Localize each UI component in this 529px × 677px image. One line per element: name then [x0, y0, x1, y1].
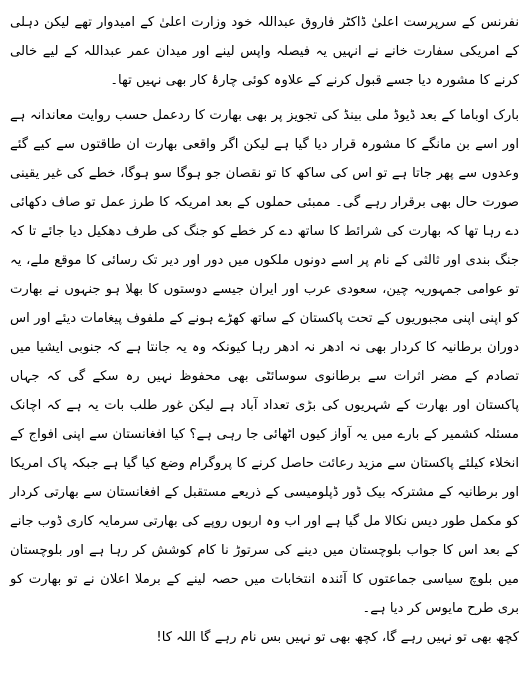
article-paragraph-1: نفرنس کے سرپرست اعلیٰ ڈاکٹر فاروق عبداللہ خود وزارت اعلیٰ کے امیدوار تھے لیکن دہلی کے امریکی سفارت خانے نے انہیں یہ فیصلہ واپس لینے اور میدان عمر عبداللہ کے لیے خالی کرنے کا مشورہ دیا جسے قبول کرنے کے علاوہ کوئی چارۂ کار بھی نہیں تھا۔: [10, 15, 519, 88]
article-paragraph-2: بارک اوباما کے بعد ڈیوڈ ملی بینڈ کی تجویز پر بھی بھارت کا ردعمل حسب روایت معاندانہ ہے اور اسے بن مانگے کا مشورہ قرار دیا گیا ہے لیکن اگر واقعی بھارت ان طاقتوں سے کیے گئے وعدوں سے پھر جاتا ہے تو اس کی ساکھ کا تو نقصان جو ہوگا سو ہوگا، خطے کی غیر یقینی صورت حال بھی برقرار رہے گی۔ ممبئی حملوں کے بعد امریکہ کا طرز عمل تو صاف دکھائی دے رہا تھا کہ بھارت کی شرائط کا ساتھ دے کر خطے کو جنگ کی طرف دھکیل دیا جائے تا کہ جنگ بندی اور ثالثی کے نام پر اسے دونوں ملکوں میں دور اور دیر تک رسائی کا موقع ملے، یہ تو عوامی جمہوریہ چین، سعودی عرب اور ایران جیسے دوستوں کا بھلا ہو جنہوں نے بھارت کو اپنی اپنی مجبوریوں کے تحت پاکستان کے ساتھ کھڑے ہونے کے ملفوف پیغامات دیئے اور اس دوران برطانیہ کا کردار بھی نہ ادھر نہ ادھر رہا کیونکہ وہ یہ جانتا ہے کہ جنوبی ایشیا میں تصادم کے مضر اثرات سے برطانوی سوسائٹی بھی محفوظ نہیں رہ سکے گی کہ جہاں پاکستان اور بھارت کے شہریوں کی بڑی تعداد آباد ہے لیکن غور طلب بات یہ ہے کہ اچانک مسئلہ کشمیر کے بارے میں یہ آواز کیوں اٹھائی جا رہی ہے؟ کیا افغانستان سے اپنی افواج کے انخلاء کیلئے پاکستان سے مزید رعائت حاصل کرنے کا پروگرام وضع کیا گیا ہے جبکہ پاک امریکا اور برطانیہ کے مشترکہ بیک ڈور ڈپلومیسی کے ذریعے مستقبل کے افغانستان سے بھارتی کردار کو مکمل طور دیس نکالا مل گیا ہے اور اب وہ اربوں روپے کی بھارتی سرمایہ کاری ڈوب جانے کے بعد اس کا جواب بلوچستان میں دینے کی سرتوڑ نا کام کوشش کر رہا ہے اور بلوچستان میں بلوچ سیاسی جماعتوں کا آئندہ انتخابات میں حصہ لینے کے برملا اعلان نے تو بھارت کو بری طرح مایوس کر دیا ہے۔: [10, 108, 519, 616]
article-closing-line: کچھ بھی تو نہیں رہے گا، کچھ بھی تو نہیں بس نام رہے گا اللہ کا!: [156, 630, 519, 645]
